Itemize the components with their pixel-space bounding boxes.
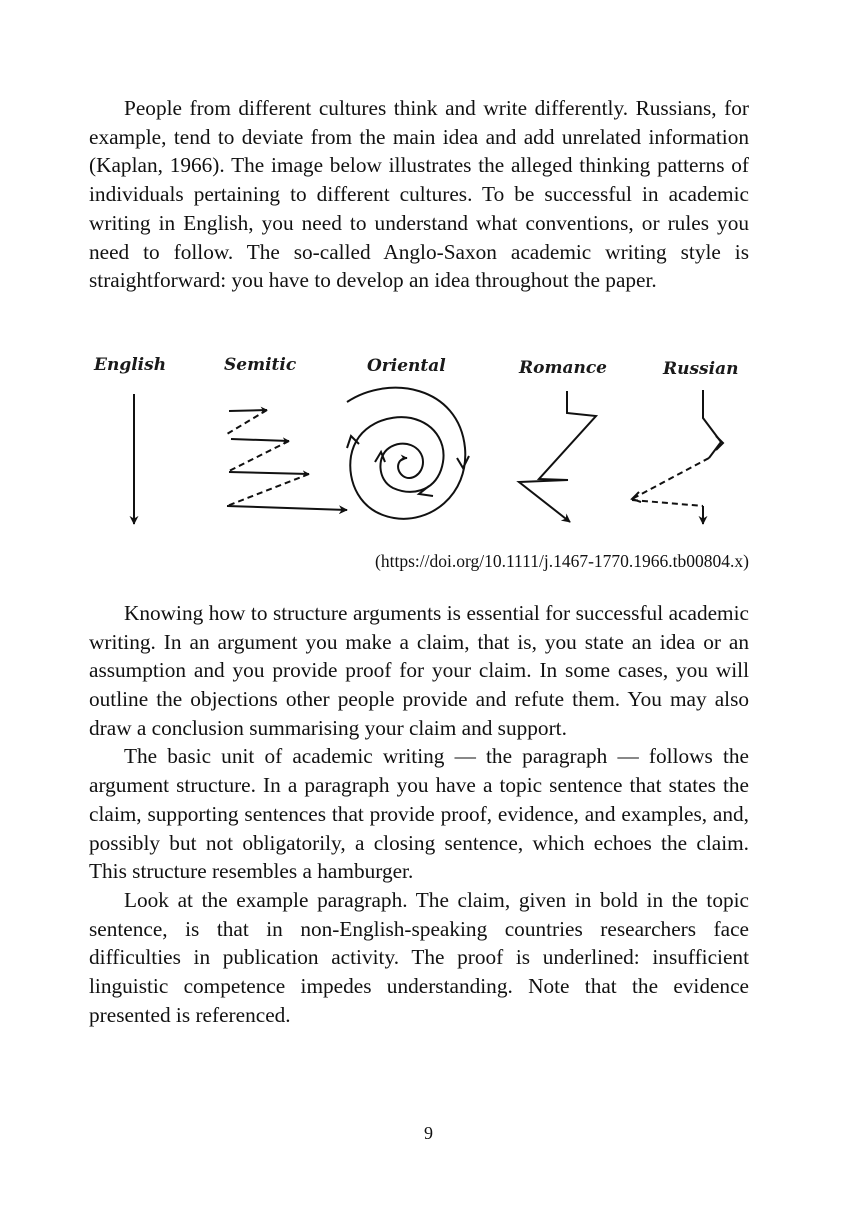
- page-number: 9: [424, 1123, 433, 1143]
- paragraph-example: Look at the example paragraph. The claim, given in bold in the topic sentence, is that in non-English-speaking countries researchers face difficulties in publication activity. The proof is underlined: insufficient linguistic competence impedes understanding. Note that the evidence presented is referenced.: [89, 887, 749, 1027]
- figure-source-doi[interactable]: (https://doi.org/10.1111/j.1467-1770.1966.tb00804.x): [375, 550, 749, 571]
- paragraph-intro: People from different cultures think and write differently. Russians, for example, tend to deviate from the main idea and add unrelated information (Kaplan, 1966). The image below illustrates the alleged thinking patterns of individuals pertaining to different cultures. To be successful in academic writing in English, you need to understand what conventions, or rules you need to follow. The so-called Anglo-Saxon academic writing style is straightforward: you have to develop an idea throughout the paper.: [89, 96, 749, 293]
- label-english: English: [94, 354, 167, 375]
- paragraph-arguments: Knowing how to structure arguments is essential for successful academic writing. In an argument you make a claim, that is, you state an idea or an assumption and you provide proof for your claim. In some cases, you will outline the objections other people provide and refute them. You may also draw a conclusion summarising your claim and support.: [89, 600, 749, 740]
- romance-pattern: [519, 391, 596, 522]
- oriental-pattern: [347, 388, 469, 519]
- semitic-pattern: [227, 410, 347, 510]
- russian-pattern: [632, 390, 723, 524]
- label-semitic: Semitic: [224, 354, 297, 375]
- label-romance: Romance: [519, 357, 607, 378]
- label-russian: Russian: [663, 358, 739, 379]
- label-oriental: Oriental: [367, 355, 446, 376]
- page-content: [89, 94, 749, 1029]
- thinking-patterns-figure: [89, 346, 749, 526]
- body-after-figure: [89, 599, 749, 1030]
- paragraph-structure: The basic unit of academic writing — the paragraph — follows the argument structure. In a paragraph you have a topic sentence that states the claim, supporting sentences that provide proof, evidence, and examples, and, possibly but not obligatorily, a closing sentence, which echoes the claim. This structure resembles a hamburger.: [89, 744, 749, 884]
- thinking-patterns-diagram: [89, 346, 749, 526]
